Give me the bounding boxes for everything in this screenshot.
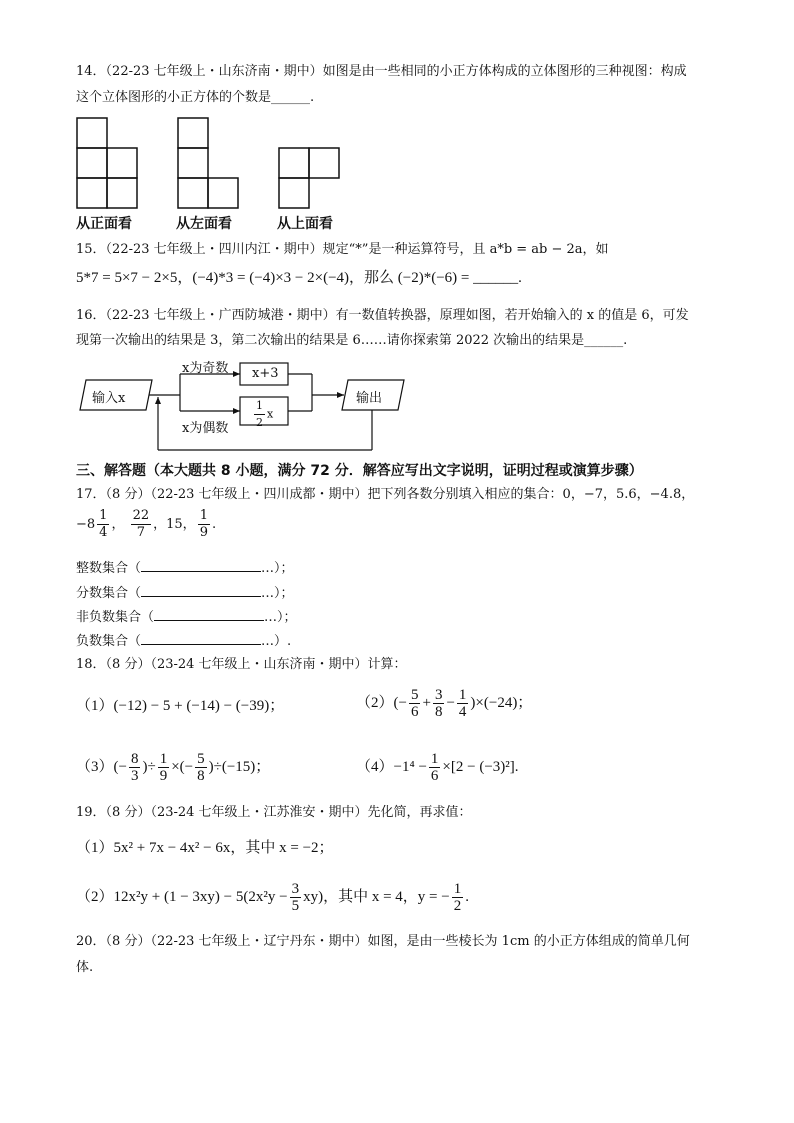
answer-blank[interactable] (141, 559, 261, 572)
flow-even-label: x为偶数 (182, 421, 229, 436)
front-cell (107, 178, 137, 208)
q19-part1: （1）5x² + 7x − 4x² − 6x，其中 x = −2； (76, 840, 334, 856)
integer-set: 整数集合（ …）； (76, 561, 294, 576)
top-cell (309, 148, 339, 178)
flow-plus3-label: x+3 (252, 366, 279, 381)
answer-blank[interactable] (154, 608, 264, 621)
left-cell (178, 118, 208, 148)
front-cell (107, 148, 137, 178)
fraction-set: 分数集合（ …）； (76, 586, 294, 601)
three-views-figure (76, 117, 376, 237)
front-cell (77, 148, 107, 178)
q17-line2: −8 $\frac{1}{4}$ ， $\frac{22}{7}$ ，15， $\frac{1}{9}$ . (76, 508, 217, 540)
section-3-title: 三、解答题（本大题共 8 小题，满分 72 分．解答应写出文字说明，证明过程或演算步骤） (76, 463, 643, 479)
three-views-drawing (76, 117, 376, 209)
negative-set: 负数集合（ …）. (76, 634, 292, 649)
top-view-caption: 从上面看 (277, 216, 333, 232)
top-cell (279, 148, 309, 178)
number-converter-diagram (76, 355, 406, 455)
answer-blank[interactable] (141, 632, 261, 645)
left-view-caption: 从左面看 (176, 216, 232, 232)
q18-part2: （2）(− $\frac{5}{6}$ + $\frac{3}{8}$ − $\frac{1}{4}$ )×(−24)； (356, 687, 533, 721)
front-cell (77, 118, 107, 148)
q18-part1: （1）(−12) − 5 + (−14) − (−39)； (76, 698, 285, 714)
q18-head: 18．（8 分）（23-24 七年级上・山东济南・期中）计算： (76, 657, 407, 672)
q16-line2: 现第一次输出的结果是 3，第二次输出的结果是 6……请你探索第 2022 次输出的结果是______. (76, 333, 628, 348)
q17-line1: 17．（8 分）（22-23 七年级上・四川成都・期中）把下列各数分别填入相应的集合：0，−7，5.6，−4.8， (76, 487, 695, 502)
q19-part2: （2）12x²y + (1 − 3xy) − 5(2x²y − $\frac{3}{5}$ xy)，其中 x = 4，y = − $\frac{1}{2}$ . (76, 881, 469, 915)
flow-input-label: 输入x (92, 391, 126, 406)
front-view-caption: 从正面看 (76, 216, 132, 232)
top-cell (279, 178, 309, 208)
q15-line1: 15．（22-23 七年级上・四川内江・期中）规定“*”是一种运算符号，且 a*b = ab − 2a，如 (76, 242, 609, 257)
flow-half-label: $\frac{1}{2}$ x (256, 399, 274, 429)
flow-output-label: 输出 (356, 391, 383, 406)
answer-blank[interactable] (141, 584, 261, 597)
q19-head: 19．（8 分）（23-24 七年级上・江苏淮安・期中）先化简，再求值： (76, 805, 472, 820)
q20-line2: 体. (76, 960, 94, 975)
left-cell (178, 148, 208, 178)
q14-line2: 这个立体图形的小正方体的个数是______. (76, 90, 315, 105)
front-cell (77, 178, 107, 208)
q16-line1: 16．（22-23 七年级上・广西防城港・期中）有一数值转换器，原理如图，若开始输入的 x 的值是 6，可发 (76, 308, 689, 323)
q20-line1: 20．（8 分）（22-23 七年级上・辽宁丹东・期中）如图，是由一些棱长为 1cm 的小正方体组成的简单几何 (76, 934, 690, 949)
q15-line2: 5*7 = 5×7 − 2×5，(−4)*3 = (−4)×3 − 2×(−4)，那么 (−2)*(−6) = ______. (76, 270, 522, 286)
q18-part4: （4）−1⁴ − $\frac{1}{6}$ ×[2 − (−3)²]. (356, 751, 519, 785)
left-cell (208, 178, 238, 208)
q14-line1: 14．（22-23 七年级上・山东济南・期中）如图是由一些相同的小正方体构成的立体图形的三种视图：构成 (76, 64, 687, 79)
q18-part3: （3）(− $\frac{8}{3}$ )÷ $\frac{1}{9}$ ×(− $\frac{5}{8}$ )÷(−15)； (76, 751, 271, 785)
non-negative-set: 非负数集合（ …）； (76, 610, 297, 625)
flow-odd-label: x为奇数 (182, 361, 229, 376)
left-cell (178, 178, 208, 208)
